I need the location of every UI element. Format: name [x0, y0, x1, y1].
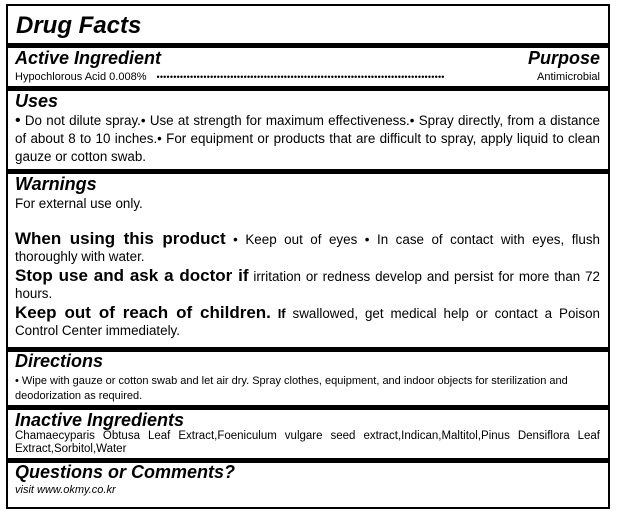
directions-section	[8, 351, 608, 404]
uses-section	[8, 91, 608, 166]
when-using-heading: When using this product	[15, 229, 226, 248]
purpose-value: Antimicrobial	[537, 71, 600, 83]
active-ingredient-row	[8, 70, 608, 84]
uses-text-content: Do not dilute spray.• Use at strength for maximum effectiveness.• Spray directly, from a distance of about 8 to 10 inches.• For equipment or products that are difficult to spray, apply liquid to clean gauze or cotton swab.	[15, 113, 600, 164]
stop-use-text: irritation or redness develop and persist for more than 72 hours.	[15, 269, 600, 301]
stop-use-block	[8, 267, 608, 302]
keep-out-text: swallowed, get medical help or contact a Poison Control Center immediately.	[15, 306, 600, 338]
title-section	[8, 12, 608, 40]
inactive-ingredients-heading: Inactive Ingredients	[15, 410, 185, 430]
warnings-heading: Warnings	[15, 174, 97, 194]
warnings-section	[8, 174, 608, 339]
keep-out-heading: Keep out of reach of children.	[15, 303, 271, 322]
questions-text: visit www.okmy.co.kr	[15, 484, 116, 496]
questions-section	[8, 462, 608, 497]
when-using-text: • Keep out of eyes • In case of contact with eyes, flush thoroughly with water.	[15, 232, 600, 264]
inactive-ingredients-section	[8, 410, 608, 456]
active-ingredient-heading: Active Ingredient	[15, 48, 162, 68]
leader-dots: ••••••••••••••••••••••••••••••••••••••••••••••••••••••••••••••••••••••••••••••••••••••	[156, 72, 445, 82]
inactive-ingredients-text: Chamaecyparis Obtusa Leaf Extract,Foeniculum vulgare seed extract,Indican,Maltitol,Pinus Densiflora Leaf Extract,Sorbitol,Water	[15, 430, 600, 455]
questions-heading: Questions or Comments?	[15, 462, 236, 482]
keep-out-block	[8, 304, 608, 339]
active-ingredient-section	[8, 48, 608, 84]
page-title: Drug Facts	[16, 12, 142, 39]
drug-facts-label	[6, 4, 610, 509]
active-ingredient-name: Hypochlorous Acid 0.008%	[15, 71, 147, 83]
uses-heading: Uses	[15, 91, 59, 111]
directions-text: • Wipe with gauze or cotton swab and let air dry. Spray clothes, equipment, and indoor objects for sterilization and deodorization as required.	[15, 375, 568, 402]
active-heading-row	[8, 48, 608, 68]
when-using-block	[8, 230, 608, 265]
uses-bullet: •	[15, 112, 21, 129]
purpose-heading: Purpose	[527, 48, 600, 68]
directions-heading: Directions	[15, 351, 104, 371]
uses-text	[8, 112, 608, 166]
stop-use-heading: Stop use and ask a doctor if	[15, 266, 249, 285]
external-use-text: For external use only.	[15, 196, 143, 211]
keep-out-if: If	[270, 306, 286, 321]
